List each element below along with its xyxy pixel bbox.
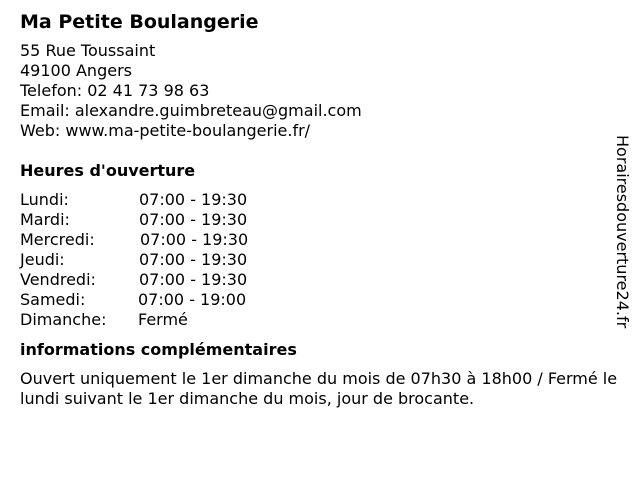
time-value: 07:00 - 19:30: [139, 210, 248, 229]
hours-row-mardi: [20, 210, 620, 230]
time-value: Fermé: [138, 310, 188, 329]
day-label: Mercredi:: [20, 230, 95, 249]
street-address: 55 Rue Toussaint: [20, 41, 156, 60]
time-value: 07:00 - 19:30: [139, 190, 248, 209]
email-line: Email: alexandre.guimbreteau@gmail.com: [20, 101, 362, 120]
business-card: [20, 9, 620, 409]
day-label: Lundi:: [20, 190, 69, 209]
info-text: Ouvert uniquement le 1er dimanche du mois de 07h30 à 18h00 / Fermé le lundi suivant le 1er dimanche du mois, jour de brocante.: [20, 369, 618, 408]
business-name: Ma Petite Boulangerie: [20, 11, 259, 33]
time-value: 07:00 - 19:30: [140, 230, 249, 249]
time-value: 07:00 - 19:00: [138, 290, 247, 309]
hours-heading: Heures d'ouverture: [20, 161, 196, 180]
hours-row-vendredi: [20, 270, 620, 290]
hours-table: [20, 190, 620, 330]
web-line: Web: www.ma-petite-boulangerie.fr/: [20, 121, 311, 140]
hours-row-mercredi: [20, 230, 620, 250]
info-heading: informations complémentaires: [20, 340, 297, 359]
hours-row-lundi: [20, 190, 620, 210]
hours-row-jeudi: [20, 250, 620, 270]
hours-row-dimanche: [20, 310, 620, 330]
city-postal: 49100 Angers: [20, 61, 132, 80]
day-label: Vendredi:: [20, 270, 96, 289]
site-watermark: Horairesdouverture24.fr: [613, 135, 632, 329]
hours-row-samedi: [20, 290, 620, 310]
phone-line: Telefon: 02 41 73 98 63: [20, 81, 210, 100]
day-label: Samedi:: [20, 290, 86, 309]
time-value: 07:00 - 19:30: [139, 250, 248, 269]
time-value: 07:00 - 19:30: [139, 270, 248, 289]
day-label: Mardi:: [20, 210, 70, 229]
day-label: Jeudi:: [20, 250, 65, 269]
day-label: Dimanche:: [20, 310, 107, 329]
